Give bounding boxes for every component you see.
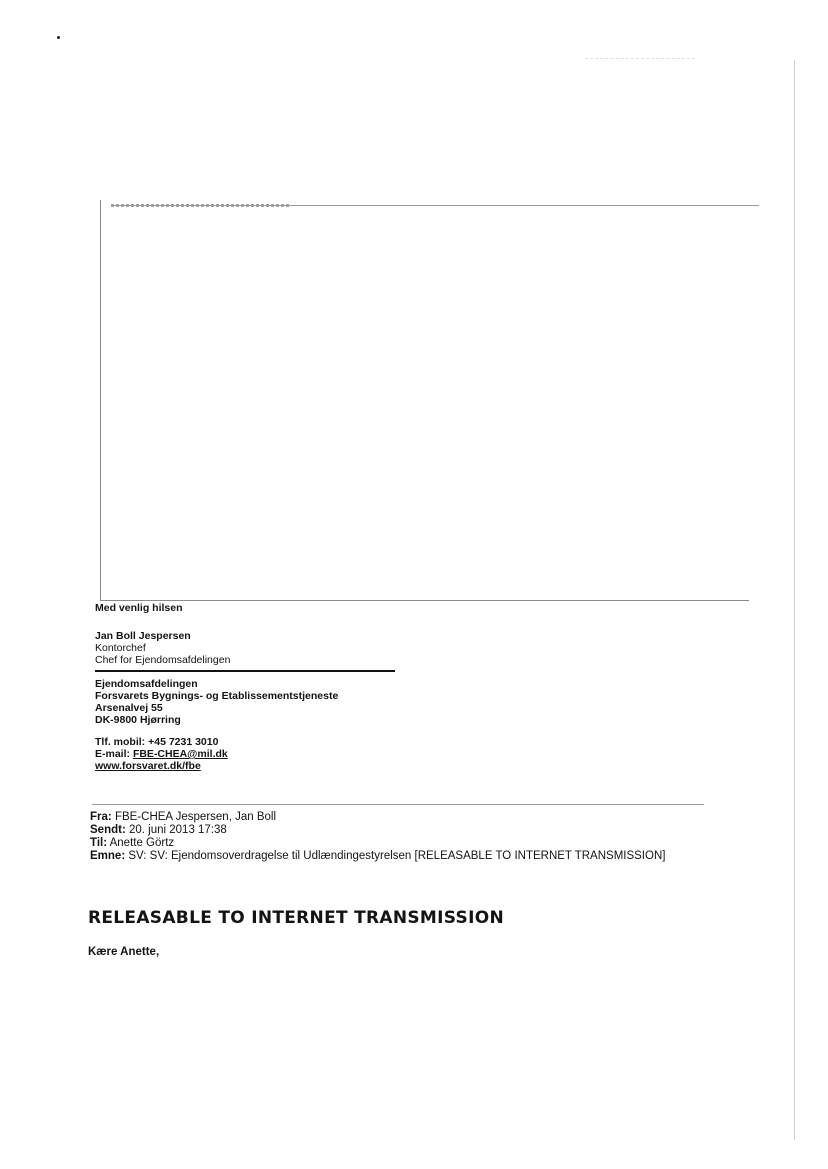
city-address: DK-9800 Hjørring xyxy=(95,714,181,726)
website-link[interactable]: www.forsvaret.dk/fbe xyxy=(95,760,201,772)
classification-banner: RELEASABLE TO INTERNET TRANSMISSION xyxy=(88,908,504,928)
email-signature xyxy=(95,602,395,772)
email-link[interactable]: FBE-CHEA@mil.dk xyxy=(132,748,228,760)
scan-artifact xyxy=(585,58,695,59)
signer-name: Jan Boll Jespersen xyxy=(95,630,191,642)
street-address: Arsenalvej 55 xyxy=(95,702,163,714)
email-line xyxy=(95,748,395,760)
from-value: FBE-CHEA Jespersen, Jan Boll xyxy=(114,811,277,823)
subject-label: Emne: xyxy=(90,850,126,862)
closing-greeting: Med venlig hilsen xyxy=(95,602,183,614)
message-separator xyxy=(92,804,704,805)
page-edge-line xyxy=(794,60,795,1140)
subject-value: SV: SV: Ejendomsoverdragelse til Udlændingestyrelsen [RELEASABLE TO INTERNET TRANSMISSION] xyxy=(128,850,666,862)
forwarded-header xyxy=(90,811,665,863)
sent-value: 20. juni 2013 17:38 xyxy=(128,824,227,836)
signer-title: Kontorchef xyxy=(95,642,146,654)
to-label: Til: xyxy=(90,837,108,849)
to-value: Anette Görtz xyxy=(109,837,175,849)
signature-divider xyxy=(95,670,395,672)
to-row xyxy=(90,837,665,850)
from-label: Fra: xyxy=(90,811,112,823)
phone-line xyxy=(95,736,395,748)
redacted-area xyxy=(100,200,749,601)
phone-number: +45 7231 3010 xyxy=(148,736,219,748)
department: Ejendomsafdelingen xyxy=(95,678,198,690)
scan-speck xyxy=(57,36,60,39)
organization: Forsvarets Bygnings- og Etablissementstjeneste xyxy=(95,690,339,702)
sent-row xyxy=(90,824,665,837)
phone-label: Tlf. mobil: xyxy=(95,736,146,748)
email-label: E-mail: xyxy=(95,748,131,760)
salutation: Kære Anette, xyxy=(88,946,160,958)
sent-label: Sendt: xyxy=(90,824,126,836)
from-row xyxy=(90,811,665,824)
subject-row xyxy=(90,850,665,863)
signer-role: Chef for Ejendomsafdelingen xyxy=(95,654,231,666)
divider xyxy=(111,205,759,206)
